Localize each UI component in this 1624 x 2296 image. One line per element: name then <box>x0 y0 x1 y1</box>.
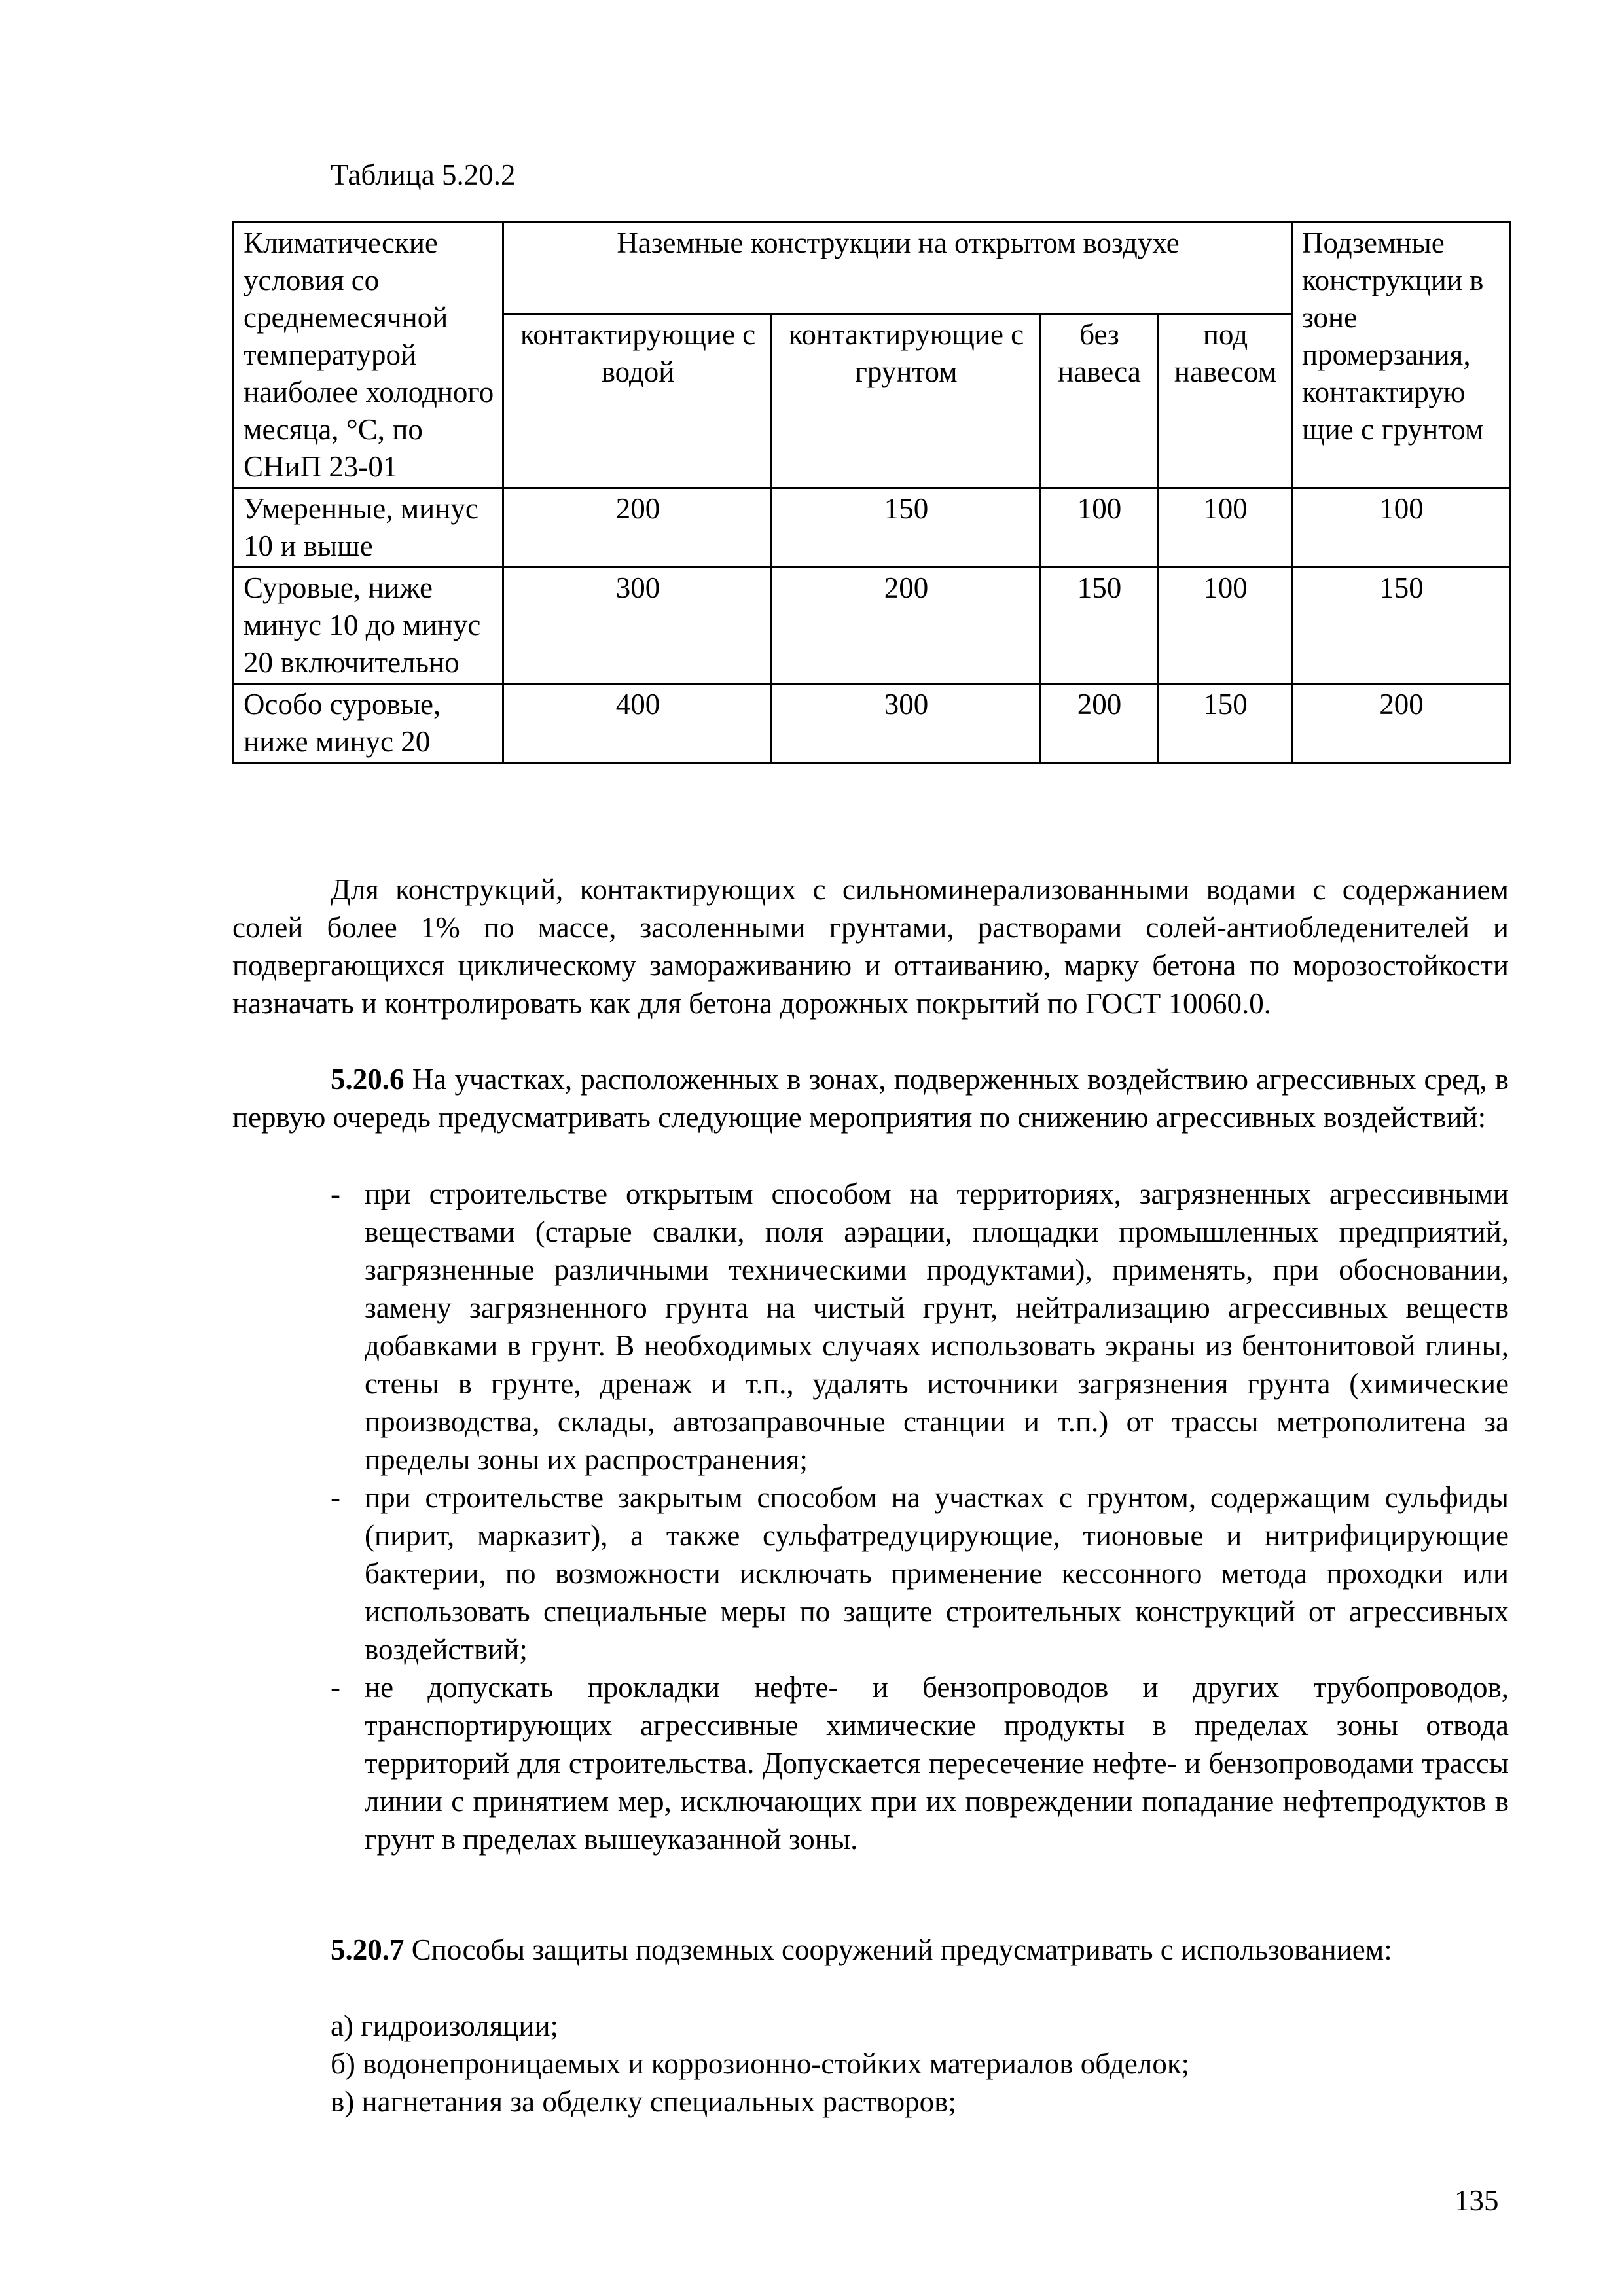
list-item-text: не допускать прокладки нефте- и бензопроводов и других трубопроводов, транспортирующих агрессивные химические продукты в пределах зоны отвода территорий для строительства. Допускается пересечение нефте- и бензопроводами трассы линии с принятием мер, исключающих при их повреждении попадание нефтепродуктов в грунт в пределах вышеуказанной зоны. <box>365 1671 1509 1856</box>
section-5-20-7 <box>232 1931 1509 1969</box>
table-cell: 150 <box>772 488 1040 567</box>
list-item: а) гидроизоляции; <box>331 2009 559 2042</box>
list-item <box>232 1479 1509 1668</box>
list-item: б) водонепроницаемых и коррозионно-стойких материалов обделок; <box>331 2047 1190 2080</box>
section-5-20-6 <box>232 1060 1509 1136</box>
table-row <box>234 567 1510 684</box>
table-cell: 100 <box>1040 488 1158 567</box>
subheader-water-contact: контактирующие с водой <box>503 314 772 488</box>
table-cell: 200 <box>503 488 772 567</box>
page-number: 135 <box>1454 2184 1499 2217</box>
header-climate-conditions: Климатические условия со среднемесячной температурой наиболее холодного месяца, °С, по СНиП 23-01 <box>234 223 503 488</box>
subheader-soil-contact: контактирующие с грунтом <box>772 314 1040 488</box>
table-row <box>234 684 1510 763</box>
section-text: Способы защиты подземных сооружений предусматривать с использованием: <box>411 1933 1392 1966</box>
table-cell: 100 <box>1158 567 1292 684</box>
section-number: 5.20.7 <box>331 1933 405 1966</box>
paragraph-frost-resistance: Для конструкций, контактирующих с сильноминерализованными водами с содержанием солей более 1% по массе, засоленными грунтами, растворами солей-антиобледенителей и подвергающихся циклическому замораживанию и оттаиванию, марку бетона по морозостойкости назначать и контролировать как для бетона дорожных покрытий по ГОСТ 10060.0. <box>232 873 1509 1020</box>
measures-list <box>232 1175 1509 1858</box>
list-item <box>232 1668 1509 1858</box>
table-cell: 200 <box>772 567 1040 684</box>
section-number: 5.20.6 <box>331 1063 405 1096</box>
header-ground-structures: Наземные конструкции на открытом воздухе <box>503 223 1292 314</box>
row-label: Особо суровые, ниже минус 20 <box>234 684 503 763</box>
table-cell: 200 <box>1292 684 1510 763</box>
subheader-under-shelter: под навесом <box>1158 314 1292 488</box>
row-label: Умеренные, минус 10 и выше <box>234 488 503 567</box>
table-cell: 150 <box>1158 684 1292 763</box>
header-underground-structures: Подземные конструкции в зоне промерзания, контактирую щие с грунтом <box>1292 223 1510 488</box>
list-dash: - <box>331 1481 340 1514</box>
table-cell: 100 <box>1292 488 1510 567</box>
table-cell: 300 <box>503 567 772 684</box>
table-cell: 400 <box>503 684 772 763</box>
subheader-no-shelter: без навеса <box>1040 314 1158 488</box>
table-header-row <box>234 223 1510 314</box>
list-item <box>232 1175 1509 1479</box>
table-cell: 150 <box>1040 567 1158 684</box>
frost-resistance-table <box>232 221 1511 764</box>
table-row <box>234 488 1510 567</box>
list-item: в) нагнетания за обделку специальных растворов; <box>331 2085 956 2118</box>
table-cell: 300 <box>772 684 1040 763</box>
table-cell: 100 <box>1158 488 1292 567</box>
table-cell: 200 <box>1040 684 1158 763</box>
row-label: Суровые, ниже минус 10 до минус 20 включительно <box>234 567 503 684</box>
table-caption: Таблица 5.20.2 <box>331 158 516 191</box>
list-item-text: при строительстве открытым способом на территориях, загрязненных агрессивными веществами (старые свалки, поля аэрации, площадки промышленных предприятий, загрязненные различными техническими продуктами), применять, при обосновании, замену загрязненного грунта на чистый грунт, нейтрализацию агрессивных веществ добавками в грунт. В необходимых случаях использовать экраны из бентонитовой глины, стены в грунте, дренаж и т.п., удалять источники загрязнения грунта (химические производства, склады, автозаправочные станции и т.п.) от трассы метрополитена за пределы зоны их распространения; <box>365 1177 1509 1476</box>
section-text: На участках, расположенных в зонах, подверженных воздействию агрессивных сред, в первую очередь предусматривать следующие мероприятия по снижению агрессивных воздействий: <box>232 1063 1509 1134</box>
list-item-text: при строительстве закрытым способом на участках с грунтом, содержащим сульфиды (пирит, марказит), а также сульфатредуцирующие, тионовые и нитрифицирующие бактерии, по возможности исключать применение кессонного метода проходки или использовать специальные меры по защите строительных конструкций от агрессивных воздействий; <box>365 1481 1509 1666</box>
list-dash: - <box>331 1177 340 1210</box>
table-cell: 150 <box>1292 567 1510 684</box>
protection-methods-list <box>331 2007 1189 2121</box>
list-dash: - <box>331 1671 340 1704</box>
